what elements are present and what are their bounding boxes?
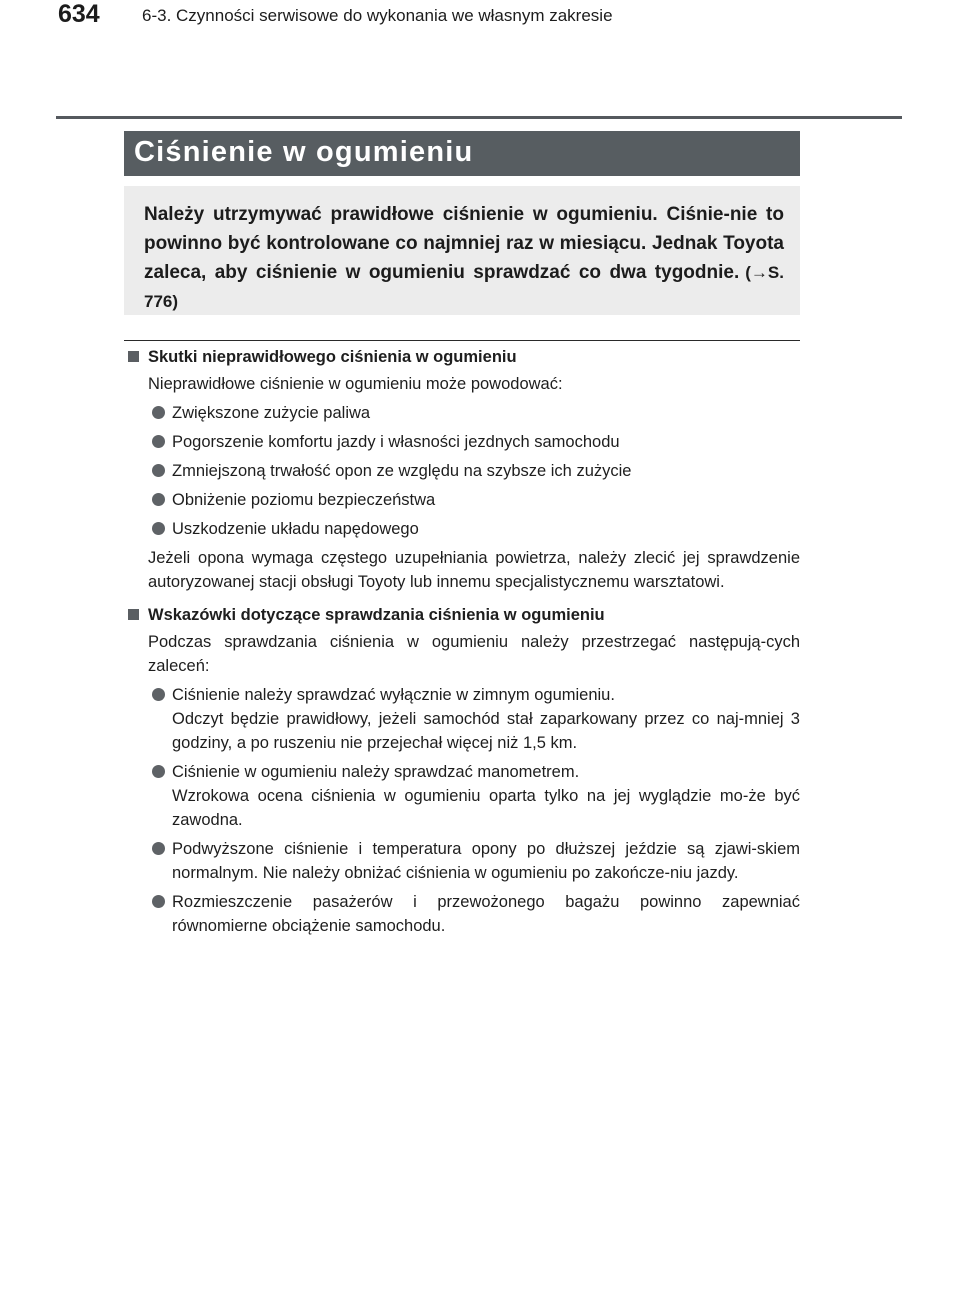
list-item <box>148 459 800 483</box>
page-title: Ciśnienie w ogumieniu <box>134 136 474 168</box>
circle-bullet-icon <box>152 406 165 419</box>
list-item-text: Ciśnienie należy sprawdzać wyłącznie w zimnym ogumieniu. <box>172 686 615 704</box>
section-heading-text: Wskazówki dotyczące sprawdzania ciśnienia w ogumieniu <box>148 606 605 624</box>
page-header <box>56 78 902 119</box>
list-item-text: Obniżenie poziomu bezpieczeństwa <box>172 491 436 509</box>
section-title-bar <box>124 131 800 176</box>
list-item <box>148 760 800 832</box>
section-lead: Podczas sprawdzania ciśnienia w ogumieniu należy przestrzegać następują-cych zaleceń: <box>148 633 800 675</box>
list-item-text: Rozmieszczenie pasażerów i przewożonego bagażu powinno zapewniać równomierne obciążenie samochodu. <box>172 893 800 935</box>
circle-bullet-icon <box>152 895 165 908</box>
list-item <box>148 837 800 885</box>
main-content <box>124 345 800 943</box>
page-number: 634 <box>58 0 100 28</box>
circle-bullet-icon <box>152 765 165 778</box>
list-item <box>148 683 800 755</box>
circle-bullet-icon <box>152 522 165 535</box>
intro-box <box>124 186 800 315</box>
square-bullet-icon <box>128 351 139 362</box>
intro-text: Należy utrzymywać prawidłowe ciśnienie w ogumieniu. Ciśnie-nie to powinno być kontrolowane co najmniej raz w miesiącu. Jednak Toyota zaleca, aby ciśnienie w ogumieniu sprawdzać co dwa tygodnie. <box>144 204 784 283</box>
circle-bullet-icon <box>152 688 165 701</box>
chapter-title: 6-3. Czynności serwisowe do wykonania we własnym zakresie <box>142 6 613 25</box>
list-item-detail: Wzrokowa ocena ciśnienia w ogumieniu oparta tylko na jej wyglądzie mo-że być zawodna. <box>172 787 800 829</box>
list-item-text: Zwiększone zużycie paliwa <box>172 404 371 422</box>
square-bullet-icon <box>128 609 139 620</box>
section-lead: Nieprawidłowe ciśnienie w ogumieniu może powodować: <box>148 375 563 393</box>
list-item <box>148 430 800 454</box>
section-closing: Jeżeli opona wymaga częstego uzupełniania powietrza, należy zlecić jej sprawdzenie autoryzowanej stacji obsługi Toyoty lub innemu specjalistycznemu warsztatowi. <box>148 549 800 591</box>
list-item-text: Ciśnienie w ogumieniu należy sprawdzać manometrem. <box>172 763 580 781</box>
list-item <box>148 517 800 541</box>
list-item <box>148 890 800 938</box>
circle-bullet-icon <box>152 842 165 855</box>
list-item-text: Pogorszenie komfortu jazdy i własności jezdnych samochodu <box>172 433 620 451</box>
section-heading-tips <box>124 603 800 627</box>
section-heading-text: Skutki nieprawidłowego ciśnienia w ogumieniu <box>148 348 517 366</box>
circle-bullet-icon <box>152 493 165 506</box>
section-heading-effects <box>124 345 800 369</box>
circle-bullet-icon <box>152 464 165 477</box>
page-reference-link[interactable]: (→S. 776) <box>144 263 784 311</box>
circle-bullet-icon <box>152 435 165 448</box>
list-item-text: Zmniejszoną trwałość opon ze względu na szybsze ich zużycie <box>172 462 632 480</box>
list-item <box>148 401 800 425</box>
divider <box>124 340 800 341</box>
list-item <box>148 488 800 512</box>
intro-text-block <box>144 200 784 316</box>
list-item-detail: Odczyt będzie prawidłowy, jeżeli samochód stał zaparkowany przez co naj-mniej 3 godziny, a po ruszeniu nie przejechał więcej niż 1,5 km. <box>172 710 800 752</box>
list-item-text: Uszkodzenie układu napędowego <box>172 520 419 538</box>
list-item-text: Podwyższone ciśnienie i temperatura opony po dłuższej jeździe są zjawi-skiem normalnym. Nie należy obniżać ciśnienia w ogumieniu po zakończe-niu jazdy. <box>172 840 800 882</box>
